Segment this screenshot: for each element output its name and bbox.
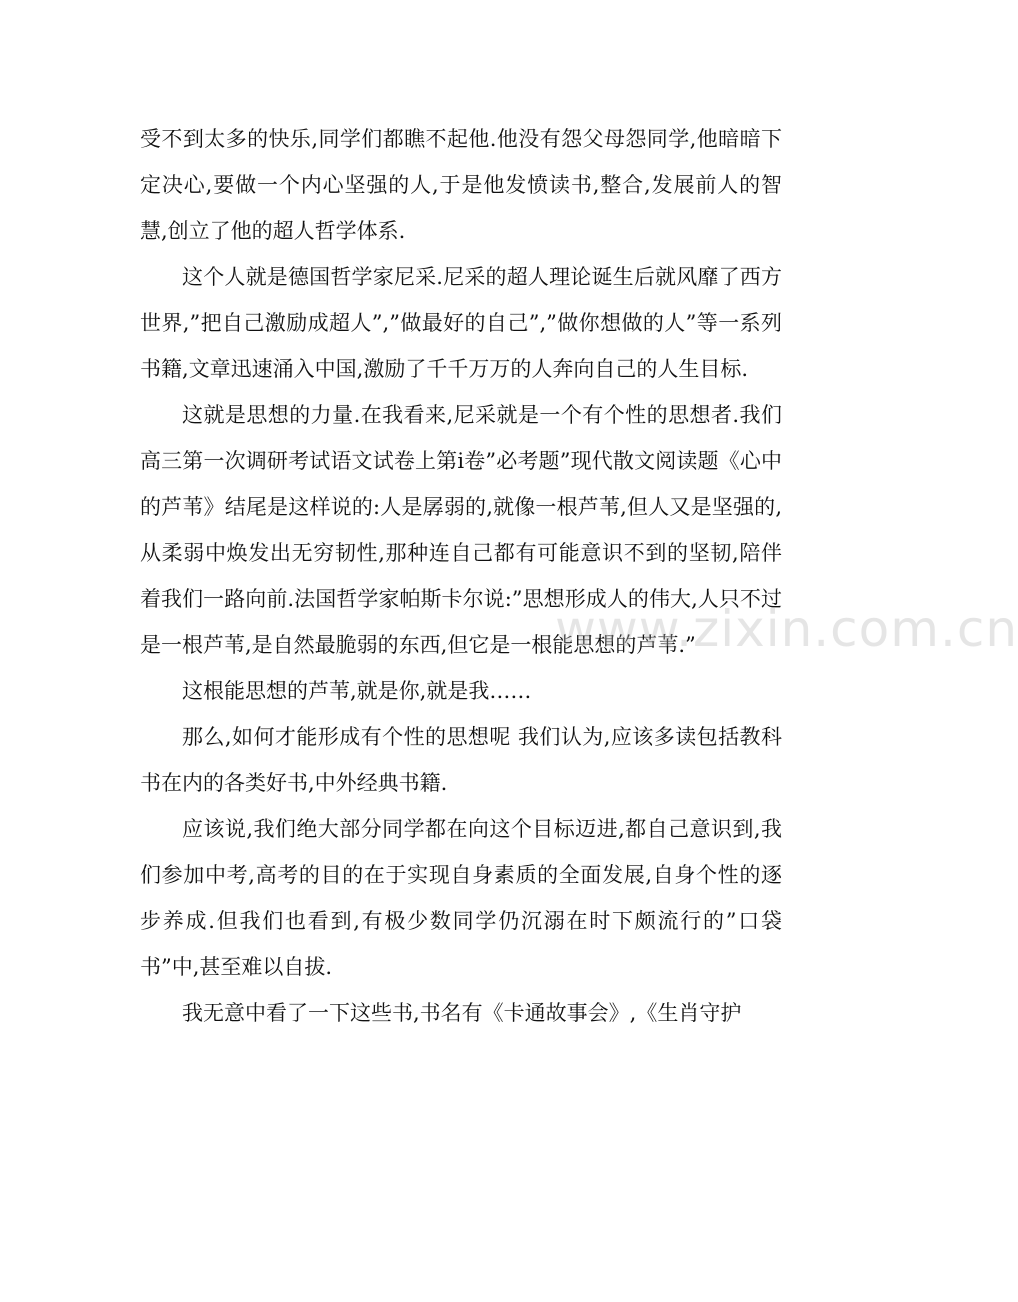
paragraph-2: 这个人就是德国哲学家尼采.尼采的超人理论诞生后就风靡了西方世界,”把自己激励成超人”,”做最好的自己”,”做你想做的人”等一系列书籍,文章迅速涌入中国,激励了千千万万的人奔向自己的人生目标. <box>140 265 782 381</box>
document-body <box>140 116 782 1036</box>
paragraph-7: 我无意中看了一下这些书,书名有《卡通故事会》,《生肖守护 <box>182 1001 742 1025</box>
site-watermark: www.zixin.com.cn <box>555 600 1018 658</box>
paragraph-3: 这就是思想的力量.在我看来,尼采就是一个有个性的思想者.我们高三第一次调研考试语文试卷上第ⅰ卷”必考题”现代散文阅读题《心中的芦苇》结尾是这样说的:人是孱弱的,就像一根芦苇,但人又是坚强的,从柔弱中焕发出无穷韧性,那种连自己都有可能意识不到的坚韧,陪伴着我们一路向前.法国哲学家帕斯卡尔说:”思想形成人的伟大,人只不过是一根芦苇,是自然最脆弱的东西,但它是一根能思想的芦苇.” <box>140 403 782 657</box>
paragraph-4: 这根能思想的芦苇,就是你,就是我…… <box>182 679 532 703</box>
paragraph-1: 受不到太多的快乐,同学们都瞧不起他.他没有怨父母怨同学,他暗暗下定决心,要做一个内心坚强的人,于是他发愤读书,整合,发展前人的智慧,创立了他的超人哲学体系. <box>140 127 782 243</box>
paragraph-5: 那么,如何才能形成有个性的思想呢 我们认为,应该多读包括教科书在内的各类好书,中外经典书籍. <box>140 725 782 795</box>
paragraph-6: 应该说,我们绝大部分同学都在向这个目标迈进,都自己意识到,我们参加中考,高考的目的在于实现自身素质的全面发展,自身个性的逐步养成.但我们也看到,有极少数同学仍沉溺在时下颇流行的”口袋书”中,甚至难以自拔. <box>140 817 782 979</box>
